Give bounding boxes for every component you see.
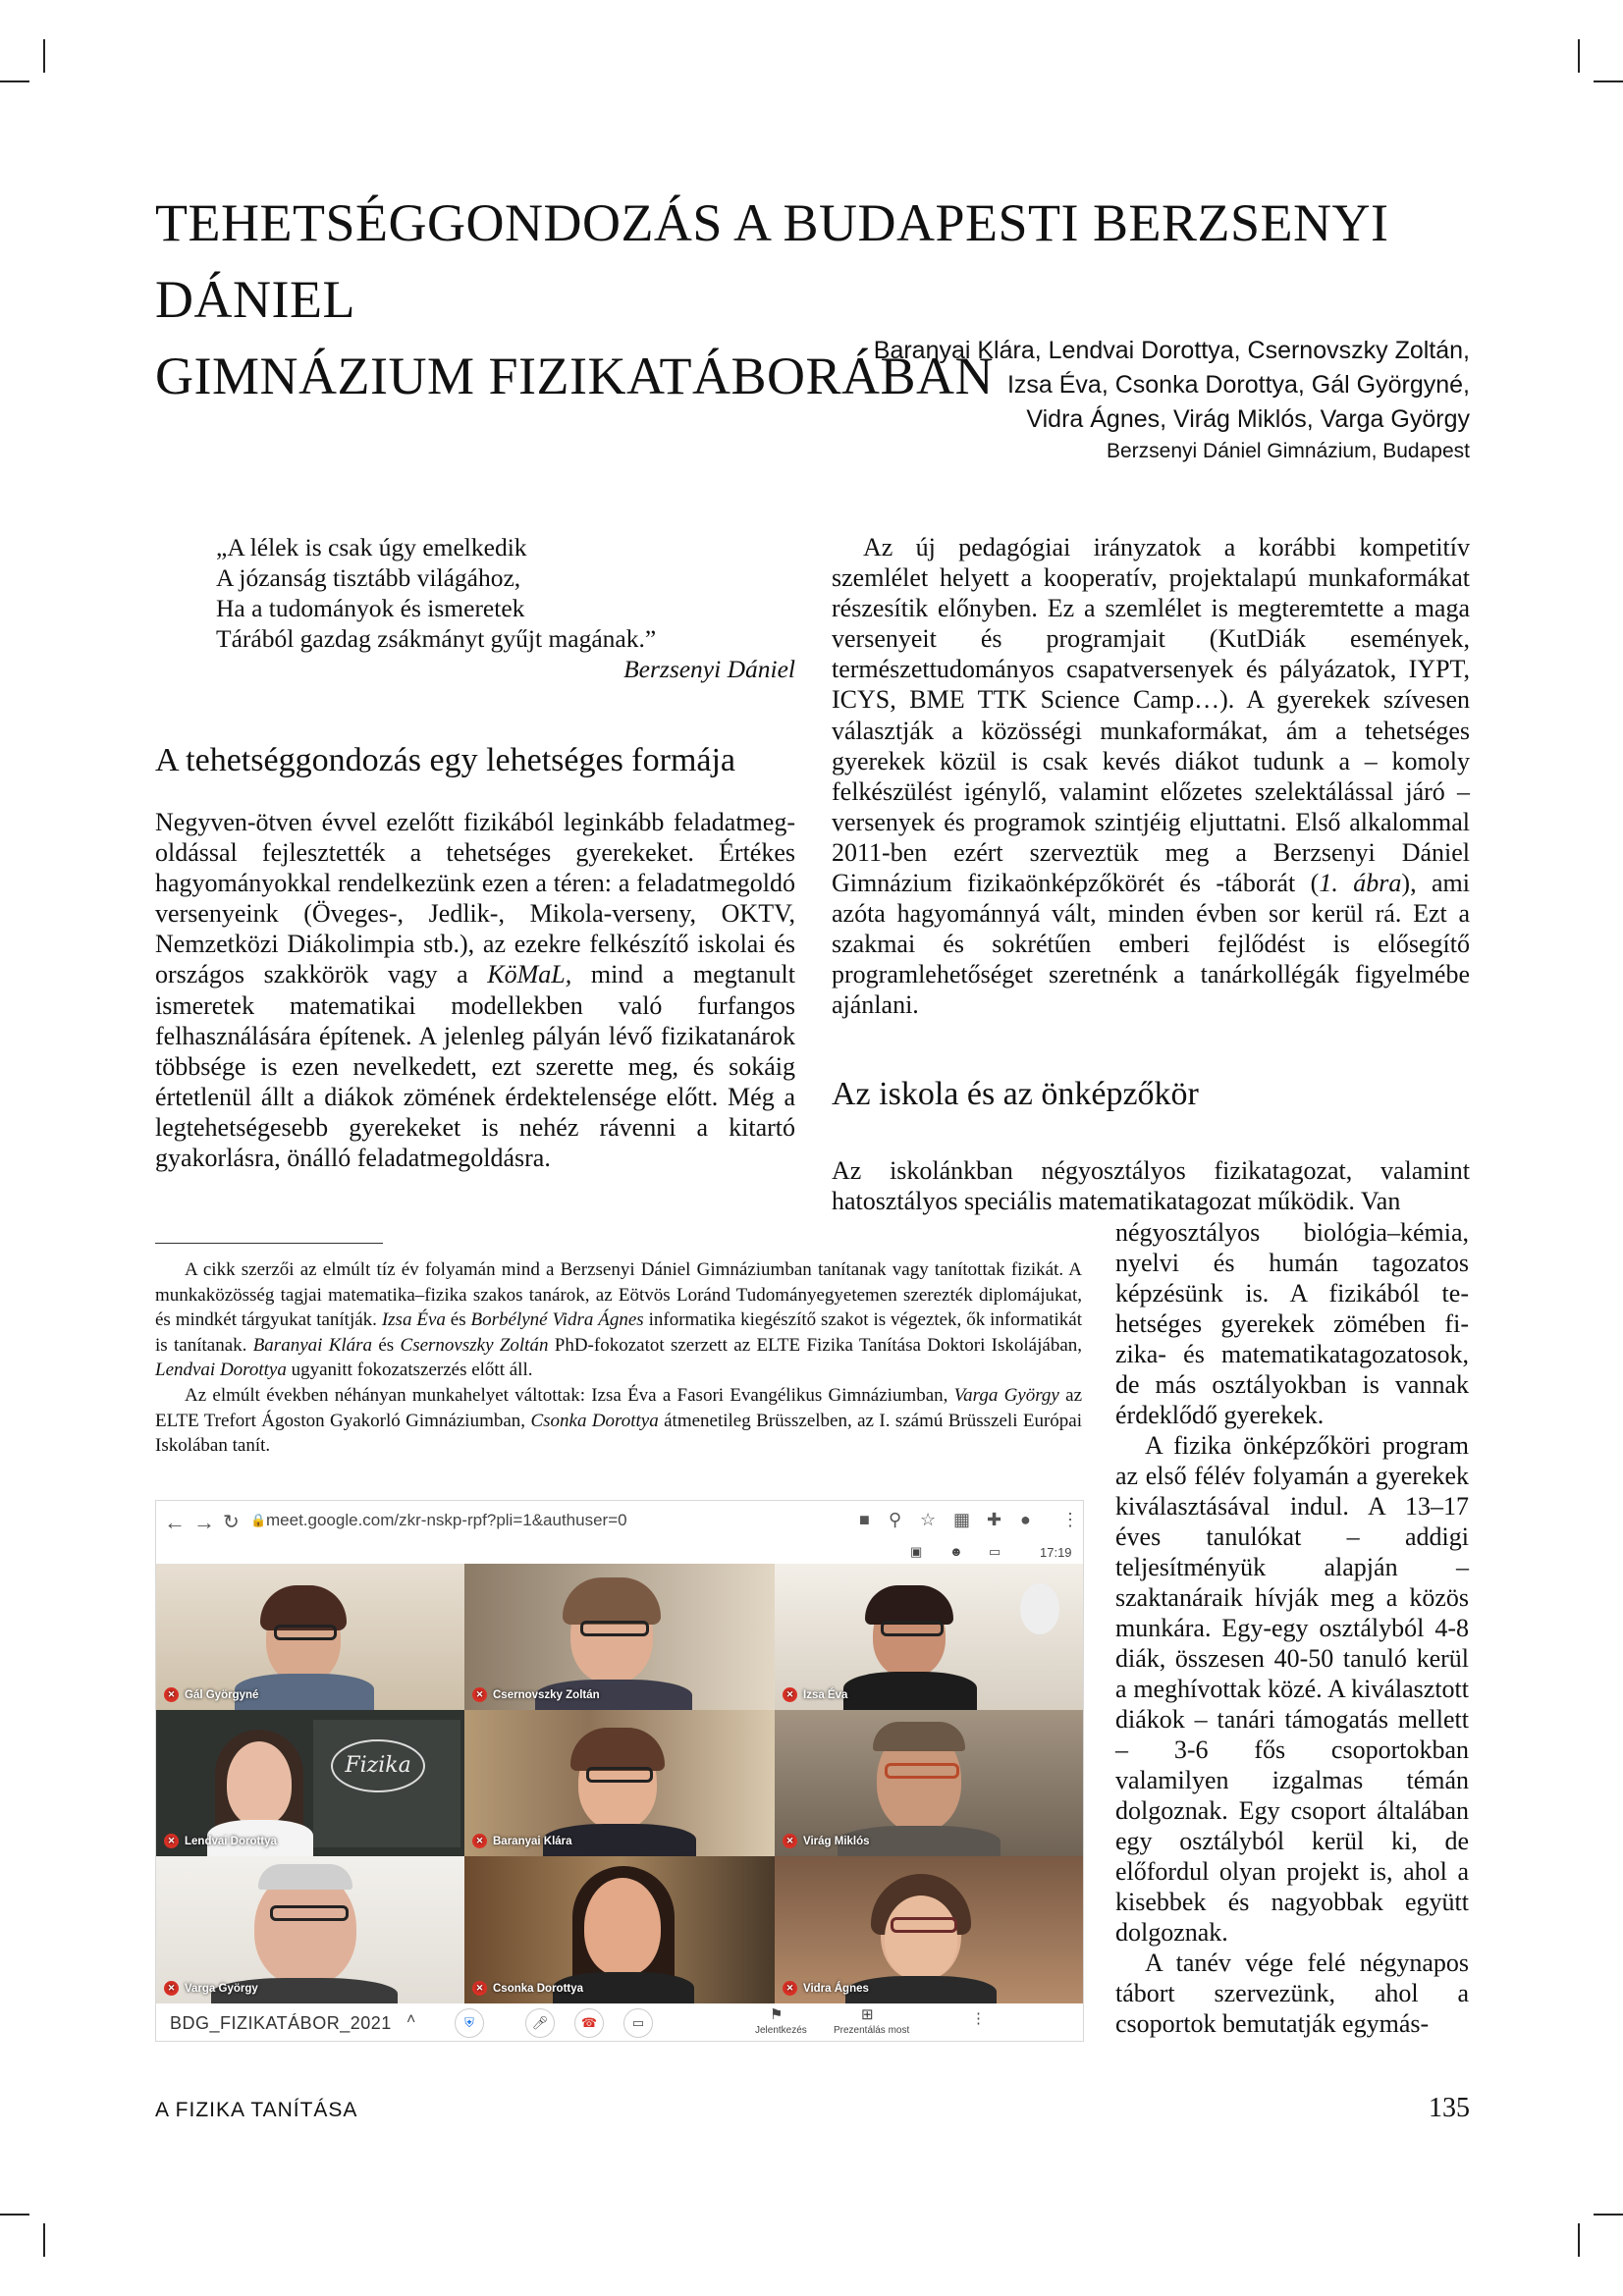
paragraph: A tanév vége felé négynapos tábort szervezünk, ahol a csoportok bemutatják egymás-	[1115, 1949, 1469, 2038]
mic-muted-icon: ✕	[472, 1834, 487, 1848]
figure-video-call	[155, 1500, 1084, 2042]
clock-time: 17:19	[1040, 1545, 1072, 1560]
video-tile[interactable]	[156, 1710, 464, 1856]
mic-muted-icon: ✕	[164, 1981, 179, 1996]
text-run: ), ami azóta hagyománnyá vált, minden évben sor kerül rá. Ezt a szakmai és sokrétűen emberi fejlődést is elősegítő programlehetőséget szeretnénk a tanárkollégák figyelmébe ajánlani.	[832, 869, 1470, 1020]
more-icon[interactable]: ⋮	[971, 2010, 986, 2027]
text-run: és	[372, 1334, 401, 1356]
paragraph: A fizika önképzőköri program az első félév folyamán a gyerekek kiválasztásával indul. A 13–17 éves tanulókat – addigi teljesítményük alapján – szaktanáraik hívják meg a közös munkára. Egy-egy osztályból 4-8 diák, összesen 40-50 tanuló kerül a meghívottak közé. A kiválasztott diákok – tanári támogatás mellett – 3-6 fős csoportokban valamilyen izgalmas témán dolgoznak. Egy csoport általában egy osztályból kerül ki, de előfordul olyan projekt is, ahol a kisebbek és nagyobbak együtt dolgoznak.	[1115, 1431, 1469, 1947]
person-name: Izsa Éva	[381, 1309, 446, 1331]
text-run: Az elmúlt években néhányan munkahelyet váltottak: Izsa Éva a Fasori Evangélikus Gimnáziumban,	[185, 1384, 954, 1406]
lock-icon: 🔒	[250, 1513, 267, 1527]
present-button[interactable]: Prezentálás most	[834, 2025, 910, 2036]
browser-toolbar	[156, 1501, 1083, 1542]
participant-name: Vidra Ágnes	[803, 1982, 869, 1995]
video-tile[interactable]	[156, 1856, 464, 2003]
page-number: 135	[1429, 2093, 1470, 2123]
crop-mark	[1578, 39, 1580, 73]
video-tile[interactable]	[464, 1564, 775, 1710]
wrapped-text	[1115, 1217, 1469, 2039]
participant-name: Baranyai Klára	[493, 1835, 572, 1847]
text-run: mind a megtanult ismeretek matematikai modellekben való furfangos felhasználására építenek. A jelenleg pályán lévő fizikatanárok többsége is ezen nevelkedett, ezt szerette meg, és sokáig értetlenül állt a diákok zömének érdektelensége előtt. Még a legtehetségesebb gyerekeket is nehéz rávenni a kitartó gyakorlásra, önálló feladatmegoldásra.	[155, 960, 795, 1173]
text-run: átmenetileg Brüsszelben, az I. számú Brüsszeli Európai Iskolában tanít.	[155, 1410, 1083, 1457]
text-run: az ELTE Trefort Ágoston Gyakorló Gimnáziumban,	[155, 1384, 1082, 1431]
crop-mark	[0, 80, 29, 82]
participant-name: Csernovszky Zoltán	[493, 1688, 600, 1701]
participant-name: Izsa Éva	[803, 1688, 848, 1701]
text-run: PhD-fokozatot szerzett az ELTE Fizika Tanítása Doktori Iskolájában,	[548, 1334, 1082, 1356]
paragraph	[832, 532, 1470, 1021]
mic-muted-icon: ✕	[783, 1687, 797, 1702]
video-tile[interactable]	[775, 1564, 1083, 1710]
text-run: informatika kiegészítő szakot is végeztek, ők informatikát is tanítanak.	[155, 1309, 1083, 1356]
participant-name: Gál Györgyné	[185, 1688, 259, 1701]
author-line: Izsa Éva, Csonka Dorottya, Gál Györgyné,	[1006, 371, 1470, 399]
extensions-icon[interactable]: ✚	[987, 1510, 1002, 1529]
video-tile[interactable]	[464, 1856, 775, 2003]
participant-name: Varga György	[185, 1982, 258, 1995]
crop-mark	[1594, 2214, 1623, 2216]
journal-name: KöMaL,	[487, 960, 572, 989]
address-bar[interactable]: meet.google.com/zkr-nskp-rpf?pli=1&authuser=0	[266, 1511, 627, 1529]
left-column	[155, 807, 795, 1173]
microphone-icon[interactable]: 🎤︎	[525, 2008, 555, 2038]
crop-mark	[43, 2223, 45, 2257]
back-icon[interactable]: ←	[164, 1510, 186, 1534]
crop-mark	[1578, 2223, 1580, 2257]
author-block	[874, 334, 1470, 466]
video-tile[interactable]	[775, 1856, 1083, 2003]
mic-muted-icon: ✕	[783, 1981, 797, 1996]
crop-mark	[1594, 80, 1623, 82]
participant-name: Lendvai Dorottya	[185, 1835, 277, 1847]
footnote-paragraph	[155, 1257, 1082, 1383]
epigraph-line: Ha a tudományok és ismeretek	[216, 594, 525, 622]
paragraph	[155, 807, 795, 1173]
figure-reference[interactable]: 1. ábra	[1319, 869, 1402, 898]
forward-icon[interactable]: →	[193, 1510, 215, 1534]
hang-up-icon[interactable]: ☎	[574, 2008, 604, 2038]
participant-name: Csonka Dorottya	[493, 1982, 584, 1995]
crop-mark	[43, 39, 45, 73]
report-button[interactable]: Jelentkezés	[755, 2025, 807, 2036]
title-line: GIMNÁZIUM FIZIKATÁBORÁBAN	[155, 347, 994, 405]
person-name: Varga György	[953, 1384, 1059, 1406]
section-heading: Az iskola és az önképzőkör	[832, 1076, 1199, 1112]
epigraph-line: Tárából gazdag zsákmányt gyűjt magának.”	[216, 624, 657, 653]
author-line: Baranyai Klára, Lendvai Dorottya, Csernovszky Zoltán,	[873, 337, 1470, 364]
participant-name: Virág Miklós	[803, 1835, 870, 1847]
profile-icon[interactable]: ●	[1020, 1510, 1031, 1529]
text-run: Negyven-ötven évvel ezelőtt fizikából leginkább feladatmegoldással fejlesztették a tehetséges gyerekeket. Értékes hagyományokkal rendelkezünk ezen a téren: a feladatmegoldó versenyeink (Öveges-, Jedlik-, Mikola-verseny, OKTV, Nemzetközi Diákolimpia stb.), az ezekre felkészítő iskolai és országos szakkörök vagy a	[155, 808, 795, 989]
right-column	[832, 532, 1470, 1021]
person-name: Lendvai Dorottya	[155, 1360, 287, 1381]
menu-icon[interactable]: ⋮	[1061, 1510, 1079, 1529]
paragraph: négyosztályos biológia–kémia, nyelvi és humán tagozatos képzésünk is. A fizikából tehetséges gyerekek zömében fizika- és matematikatagozatosok, de más osztályokban is vannak érdeklődő gyerekek.	[1115, 1218, 1469, 1429]
meeting-title: BDG_FIZIKATÁBOR_2021	[170, 2013, 392, 2033]
journal-name-footer: A FIZIKA TANÍTÁSA	[155, 2099, 358, 2121]
star-icon[interactable]: ☆	[920, 1510, 937, 1529]
chat-icon: ▭	[989, 1544, 1001, 1559]
person-name: Borbélyné Vidra Ágnes	[470, 1309, 644, 1331]
person-name: Csernovszky Zoltán	[400, 1334, 549, 1356]
mic-muted-icon: ✕	[472, 1981, 487, 1996]
camera-icon[interactable]: ■	[859, 1510, 870, 1529]
qr-icon: ▣	[910, 1544, 923, 1559]
text-run: A cikk szerzői az elmúlt tíz év folyamán mind a Berzsenyi Dániel Gimnáziumban tanítanak vagy tanítottak fizikát. A munkaközösség tagjai matematika–fizika szakos tanárok, az Eötvös Loránd Tudományegyetemen szerezték diplomájukat, és mindkét tárgyukat tanítják.	[155, 1259, 1082, 1331]
epigraph-line: „A lélek is csak úgy emelkedik	[216, 533, 527, 561]
people-icon: ☻	[949, 1544, 963, 1559]
text-run: Az új pedagógiai irányzatok a korábbi kompetitív szemlélet helyett a kooperatív, projektalapú munkaformákat részesítik előnyben. Ez a szemlélet is megteremtette a maga versenyeit és programjait (KutDiák események, természettudományos csapatversenyek és pályázatok, IYPT, ICYS, BME TTK Science Camp…). A gyerekek szívesen választják a közösségi munkaformákat, ám a tehetséges gyerekek közül is csak kevés diákot tudunk a – komoly felkészülést igénylő, valamint előzetes szelektálással járó – versenyek és programok szintjéig eljuttatni. Első alkalommal 2011-ben ezért szerveztük meg a Berzsenyi Dániel Gimnázium fizikaönképzőkörét és -táborát (	[832, 533, 1470, 898]
author-line: Vidra Ágnes, Virág Miklós, Varga György	[1026, 405, 1470, 433]
mic-muted-icon: ✕	[472, 1687, 487, 1702]
epigraph	[216, 532, 795, 684]
mic-muted-icon: ✕	[783, 1834, 797, 1848]
person-name: Baranyai Klára	[252, 1334, 373, 1356]
right-column-continued	[832, 1155, 1470, 1216]
person-name: Csonka Dorottya	[530, 1410, 659, 1431]
flag-icon[interactable]: ⚑	[770, 2006, 784, 2023]
chevron-up-icon[interactable]: ˄	[406, 2011, 416, 2028]
meeting-control-bar	[156, 2003, 1083, 2041]
epigraph-author: Berzsenyi Dániel	[623, 655, 795, 683]
meet-top-bar	[156, 1542, 1083, 1564]
text-run: ugyanitt fokozatszerzés előtt áll.	[286, 1360, 533, 1381]
zoom-icon[interactable]: ⚲	[889, 1510, 902, 1529]
chalkboard-text: Fizika	[331, 1739, 425, 1792]
video-tile[interactable]	[464, 1710, 775, 1856]
reload-icon[interactable]: ↻	[223, 1512, 240, 1533]
video-tile[interactable]	[775, 1710, 1083, 1856]
text-run: és	[445, 1309, 471, 1331]
participant-grid	[156, 1564, 1083, 2003]
present-icon[interactable]: ⊞	[861, 2006, 874, 2023]
shield-icon[interactable]: ⛨	[455, 2008, 484, 2038]
mic-muted-icon: ✕	[164, 1834, 179, 1848]
camera-toggle-icon[interactable]: ▭	[623, 2008, 653, 2038]
crop-mark	[0, 2214, 29, 2216]
mic-muted-icon: ✕	[164, 1687, 179, 1702]
footnote-rule	[155, 1243, 383, 1244]
paragraph: Az iskolánkban négyosztályos fizikatagozat, valamint hatosztályos speciális matematikatagozat működik. Van	[832, 1156, 1470, 1216]
title-line: TEHETSÉGGONDOZÁS A BUDAPESTI BERZSENYI DÁNIEL	[155, 193, 1389, 329]
epigraph-line: A józanság tisztább világához,	[216, 563, 521, 592]
section-heading: A tehetséggondozás egy lehetséges formája	[155, 742, 736, 778]
video-tile[interactable]	[156, 1564, 464, 1710]
affiliation: Berzsenyi Dániel Gimnázium, Budapest	[1106, 440, 1470, 462]
footnote-paragraph	[155, 1383, 1082, 1459]
footnote	[155, 1257, 1082, 1459]
grid-icon[interactable]: ▦	[953, 1510, 971, 1529]
